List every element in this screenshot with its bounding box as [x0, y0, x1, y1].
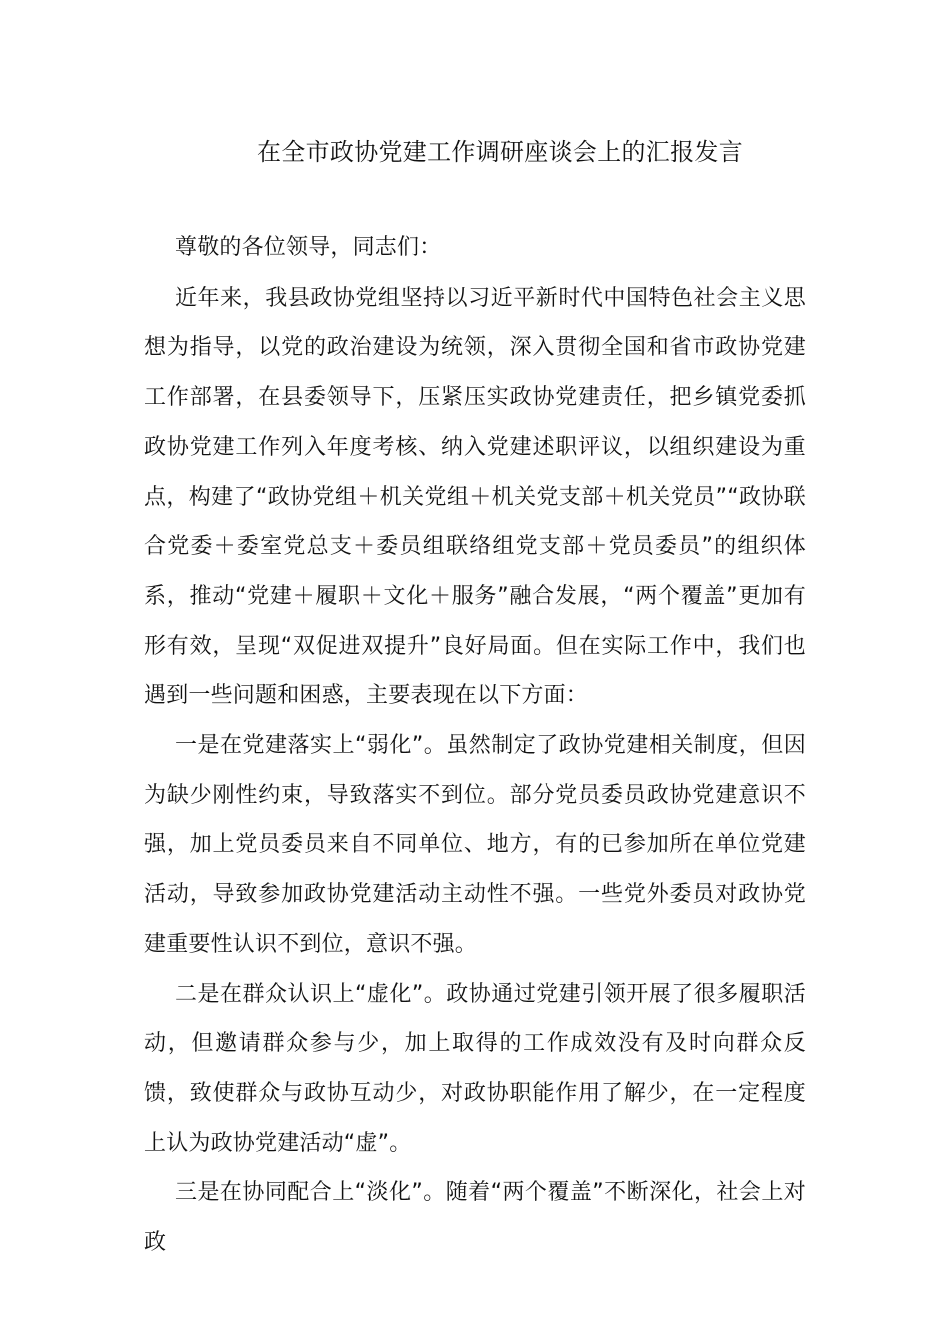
- paragraph-intro: 近年来，我县政协党组坚持以习近平新时代中国特色社会主义思想为指导，以党的政治建设为统领，深入贯彻全国和省市政协党建工作部署，在县委领导下，压紧压实政协党建责任，把乡镇党委抓政协党建工作列入年度考核、纳入党建述职评议，以组织建设为重点，构建了“政协党组＋机关党组＋机关党支部＋机关党员”“政协联合党委＋委室党总支＋委员组联络组党支部＋党员委员”的组织体系，推动“党建＋履职＋文化＋服务”融合发展，“两个覆盖”更加有形有效，呈现“双促进双提升”良好局面。但在实际工作中，我们也遇到一些问题和困惑，主要表现在以下方面：: [144, 285, 806, 709]
- greeting: 尊敬的各位领导，同志们：: [175, 235, 442, 260]
- paragraph-point-three: 三是在协同配合上“淡化”。随着“两个覆盖”不断深化，社会上对政: [144, 1180, 806, 1256]
- paragraph-point-one: 一是在党建落实上“弱化”。虽然制定了政协党建相关制度，但因为缺少刚性约束，导致落实不到位。部分党员委员政协党建意识不强，加上党员委员来自不同单位、地方，有的已参加所在单位党建活动，导致参加政协党建活动主动性不强。一些党外委员对政协党建重要性认识不到位，意识不强。: [144, 733, 806, 957]
- document-title: 在全市政协党建工作调研座谈会上的汇报发言: [257, 138, 743, 166]
- document-body: [144, 223, 806, 1268]
- paragraph-point-two: 二是在群众认识上“虚化”。政协通过党建引领开展了很多履职活动，但邀请群众参与少，加上取得的工作成效没有及时向群众反馈，致使群众与政协互动少，对政协职能作用了解少，在一定程度上认为政协党建活动“虚”。: [144, 981, 806, 1156]
